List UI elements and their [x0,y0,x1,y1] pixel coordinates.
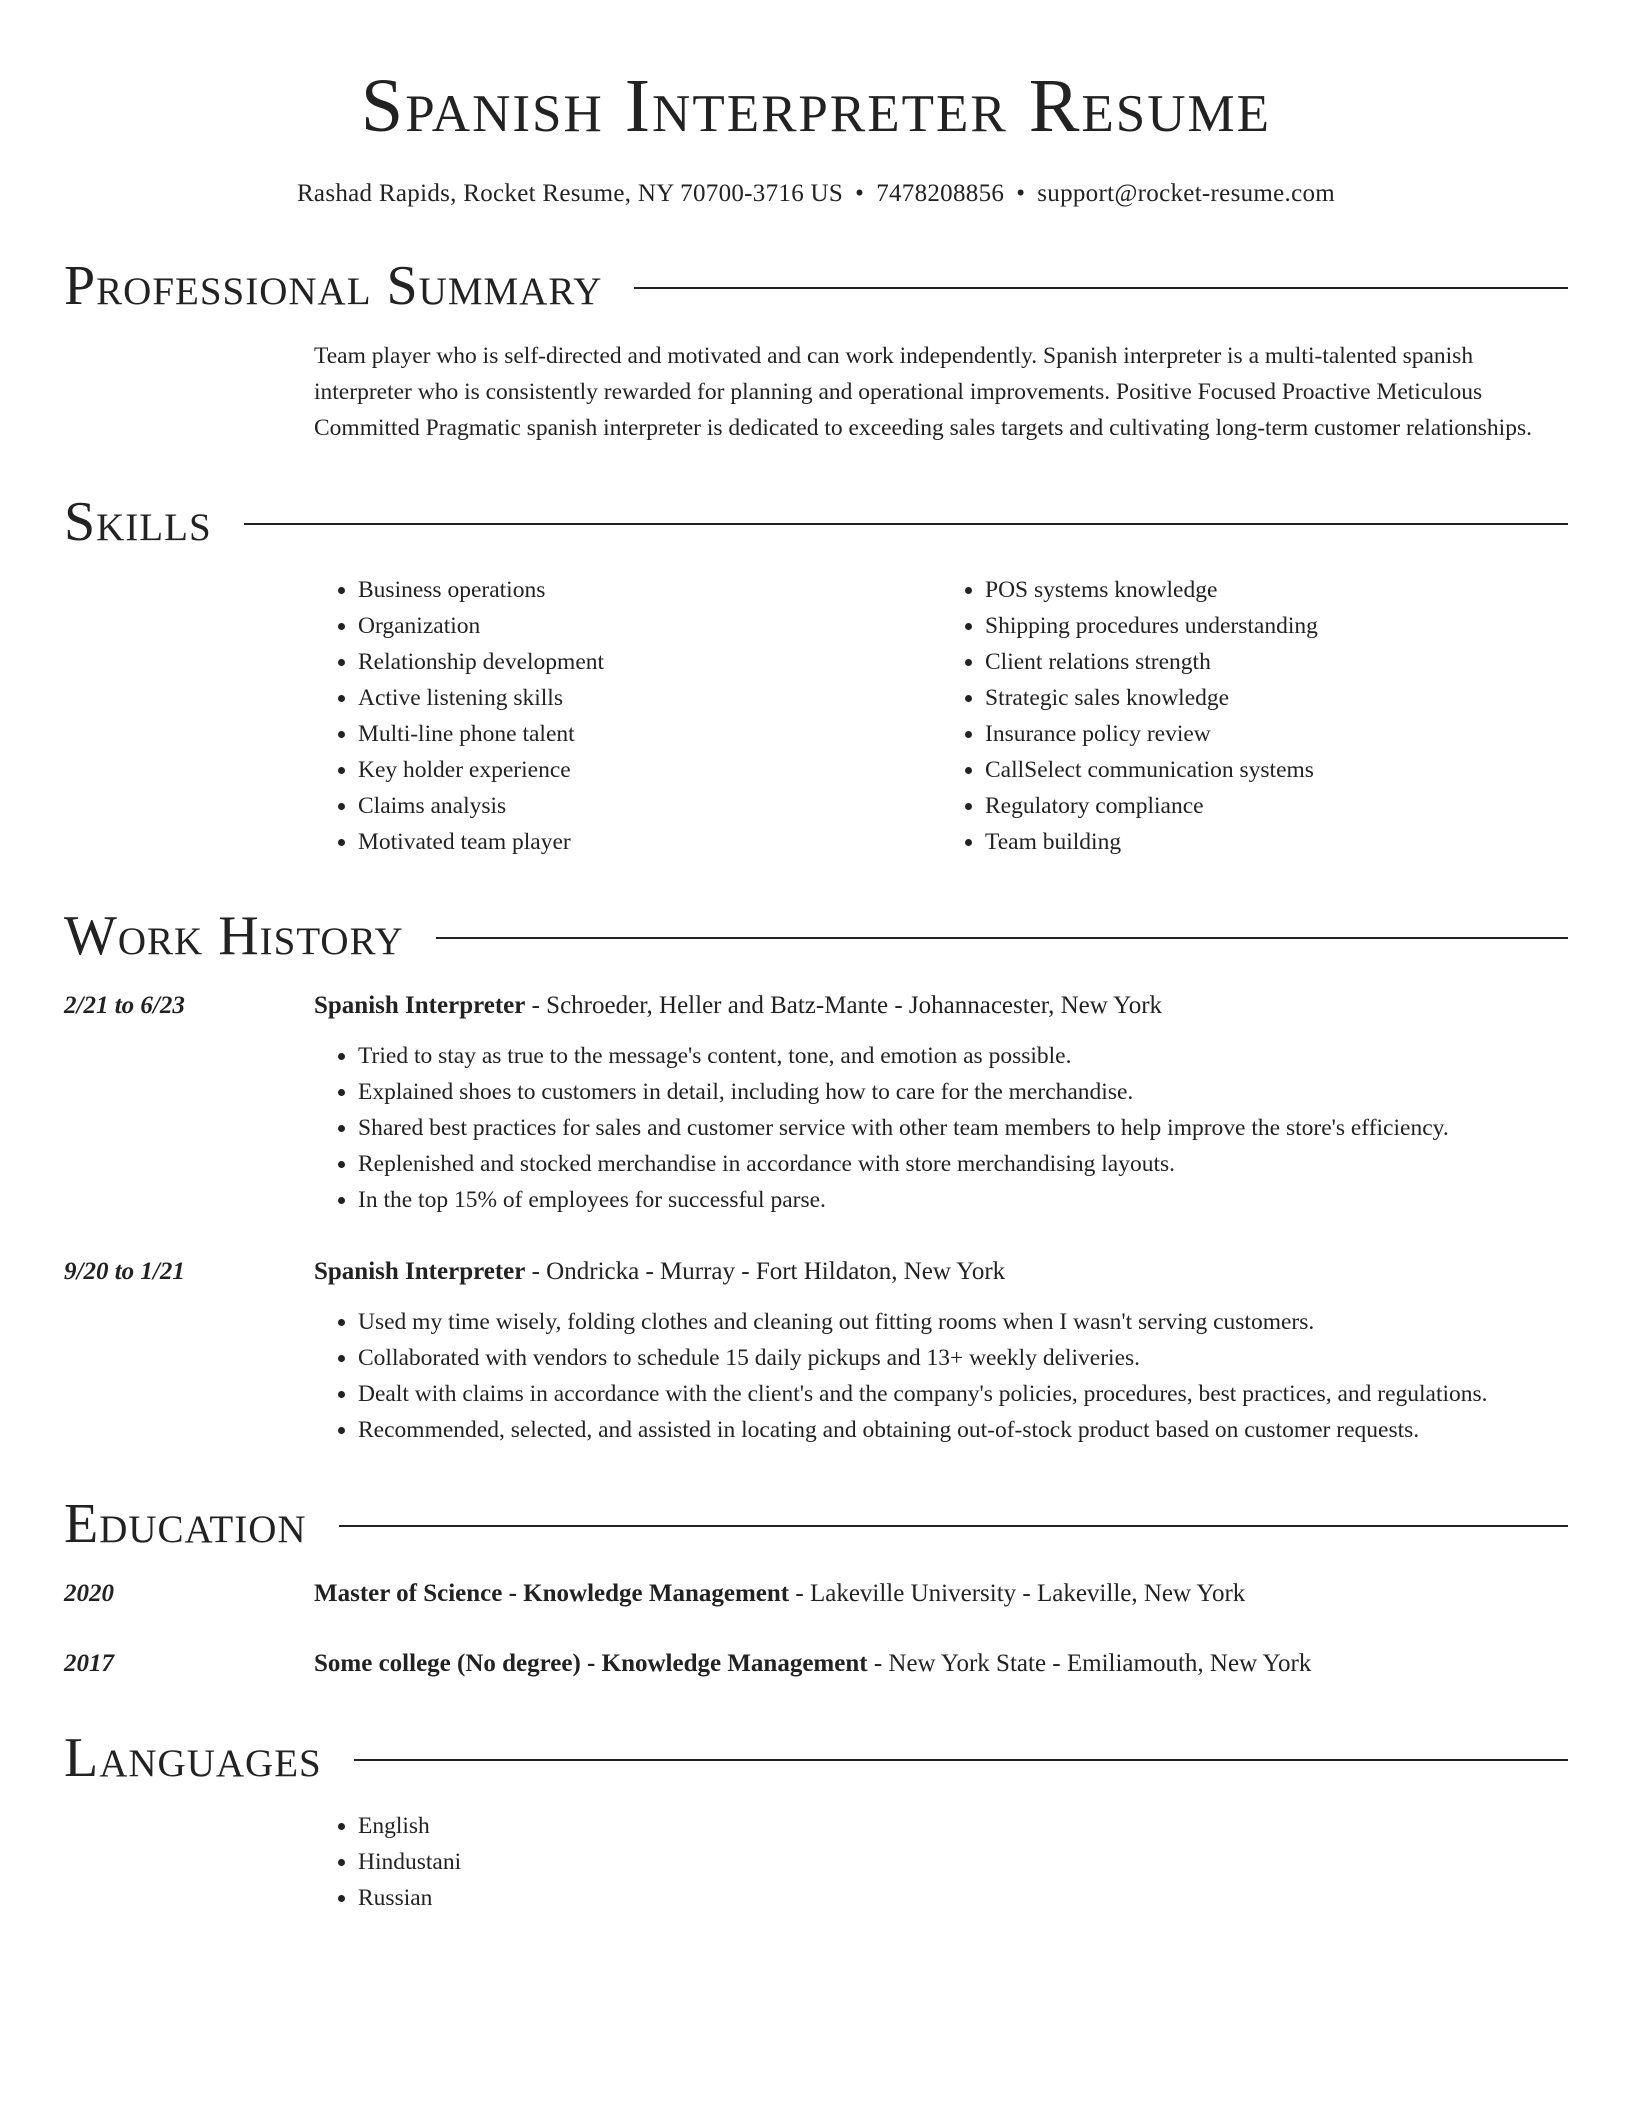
skill-item: • Motivated team player [358,824,941,860]
skill-item: • Active listening skills [358,680,941,716]
skill-item: • Client relations strength [985,644,1568,680]
skill-item: • Strategic sales knowledge [985,680,1568,716]
skill-item: • Multi-line phone talent [358,716,941,752]
language-item: • Hindustani [358,1844,1568,1880]
job-entry [64,988,1568,1218]
job-description [314,1254,1005,1290]
job-dates: 2/21 to 6/23 [64,992,185,1019]
resume-title: Spanish Interpreter Resume [360,64,1272,148]
contact-line [64,178,1568,210]
job-description [314,988,1162,1024]
contact-email: support@rocket-resume.com [1037,180,1336,207]
job-header [64,1254,1568,1290]
section-title: Work History [64,905,404,967]
job-employer: - Schroeder, Heller and Batz-Mante - Johannacester, New York [525,992,1163,1019]
section-divider [244,523,1568,525]
job-bullet: • Replenished and stocked merchandise in accordance with store merchandising layouts. [358,1146,1568,1182]
job-bullet: • Collaborated with vendors to schedule 15 daily pickups and 13+ weekly deliveries. [358,1340,1568,1376]
skill-item: • POS systems knowledge [985,572,1568,608]
skill-item: • Key holder experience [358,752,941,788]
section-divider [634,287,1568,289]
section-header-education [64,1494,1568,1554]
skill-item: • Organization [358,608,941,644]
skill-item: • CallSelect communication systems [985,752,1568,788]
job-bullet: • Shared best practices for sales and customer service with other team members to help improve the store's efficiency. [358,1110,1568,1146]
contact-separator: • [855,180,865,207]
job-bullet: • Dealt with claims in accordance with the client's and the company's policies, procedures, best practices, and regulations. [358,1376,1568,1412]
education-year: 2020 [64,1580,114,1607]
section-title: Education [64,1493,307,1555]
job-bullet: • Recommended, selected, and assisted in locating and obtaining out-of-stock product based on customer requests. [358,1412,1568,1448]
section-title: Languages [64,1727,322,1789]
contact-address: Rashad Rapids, Rocket Resume, NY 70700-3716 US [296,180,844,207]
skill-item: • Business operations [358,572,941,608]
job-header [64,988,1568,1024]
section-header-work-history [64,906,1568,966]
job-employer: - Ondricka - Murray - Fort Hildaton, New York [525,1258,1006,1285]
education-description [314,1646,1311,1682]
skill-item: • Shipping procedures understanding [985,608,1568,644]
language-item: • Russian [358,1880,1568,1916]
contact-phone: 7478208856 [876,180,1005,207]
skills-column-left [314,572,941,860]
skills-column-right [941,572,1568,860]
section-divider [354,1759,1568,1761]
section-title: Skills [64,491,212,553]
languages-bullets [314,1808,1568,1916]
summary-text: Team player who is self-directed and motivated and can work independently. Spanish interpreter is a multi-talented spanish interpreter who is consistently rewarded for planning and operational improvements. Positive Focused Proactive Meticulous Committed Pragmatic spanish interpreter is dedicated to exceeding sales targets and cultivating long-term customer relationships. [314,343,1532,441]
education-entry [64,1646,1568,1682]
education-degree: Some college (No degree) - Knowledge Management [314,1650,868,1677]
education-entry [64,1576,1568,1612]
section-header-languages [64,1728,1568,1788]
education-school: - New York State - Emiliamouth, New York [867,1650,1312,1677]
job-bullet: • Tried to stay as true to the message's content, tone, and emotion as possible. [358,1038,1568,1074]
education-degree: Master of Science - Knowledge Management [314,1580,790,1607]
job-entry [64,1254,1568,1448]
skills-list [314,572,1568,860]
education-description [314,1576,1245,1612]
education-year: 2017 [64,1650,114,1677]
section-header-skills [64,492,1568,552]
contact-separator: • [1016,180,1026,207]
job-title: Spanish Interpreter [314,992,526,1019]
languages-list [314,1808,1568,1916]
section-header-summary [64,256,1568,316]
skill-item: • Relationship development [358,644,941,680]
job-bullet: • Explained shoes to customers in detail, including how to care for the merchandise. [358,1074,1568,1110]
skill-item: • Claims analysis [358,788,941,824]
job-bullets [314,1304,1568,1448]
section-divider [436,937,1568,939]
skill-item: • Insurance policy review [985,716,1568,752]
section-title: Professional Summary [64,255,603,317]
skill-item: • Team building [985,824,1568,860]
job-bullet: • In the top 15% of employees for successful parse. [358,1182,1568,1218]
section-divider [339,1525,1568,1527]
job-bullet: • Used my time wisely, folding clothes and cleaning out fitting rooms when I wasn't serving customers. [358,1304,1568,1340]
skill-item: • Regulatory compliance [985,788,1568,824]
job-title: Spanish Interpreter [314,1258,526,1285]
education-school: - Lakeville University - Lakeville, New York [789,1580,1246,1607]
language-item: • English [358,1808,1568,1844]
job-bullets [314,1038,1568,1218]
job-dates: 9/20 to 1/21 [64,1258,185,1285]
